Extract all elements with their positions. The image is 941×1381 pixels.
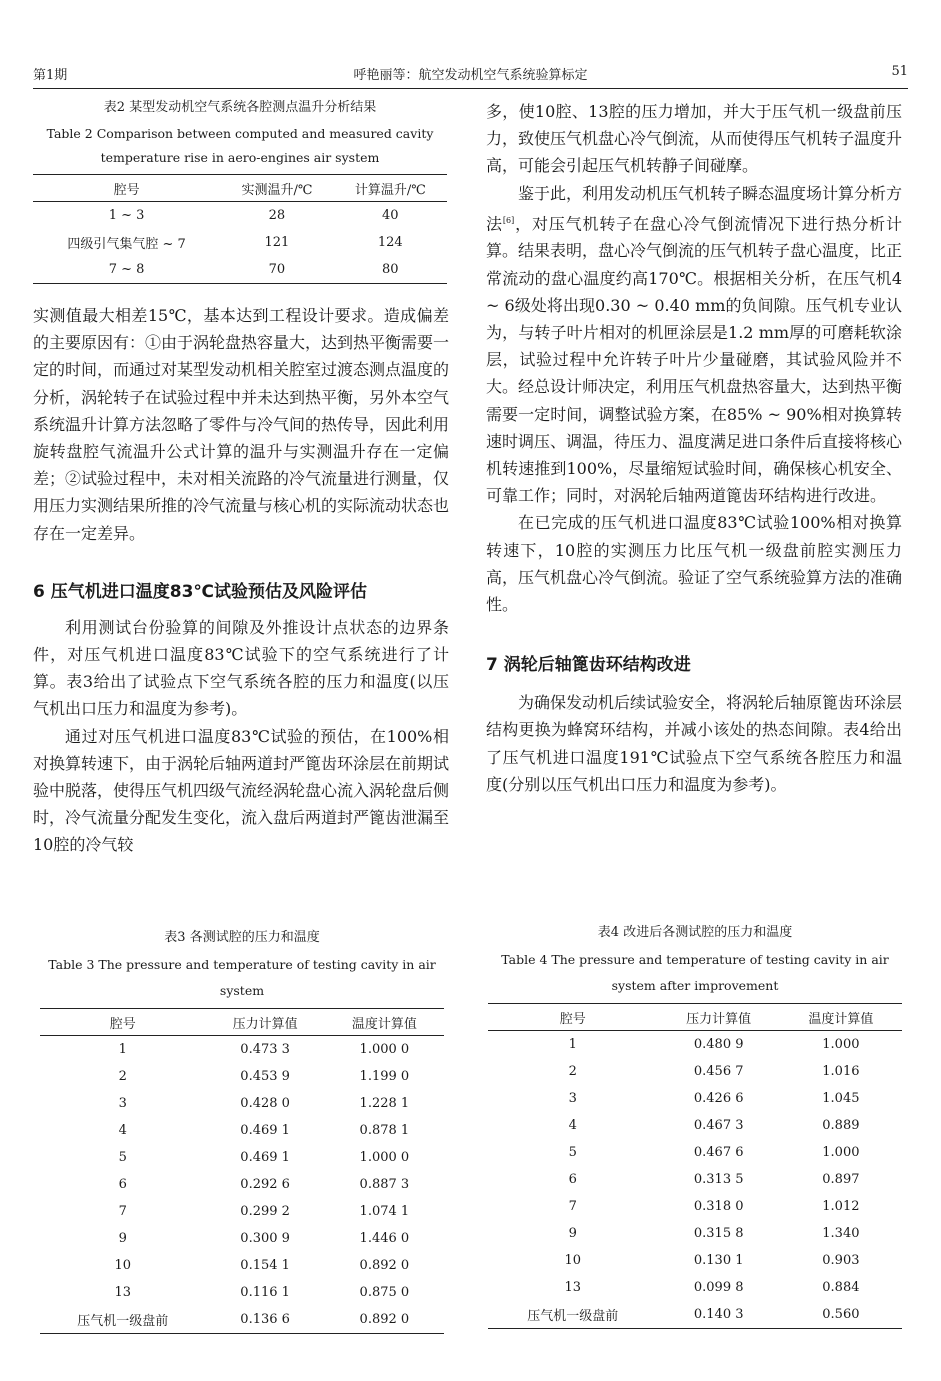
table-row <box>488 1058 902 1085</box>
table-cell: 9 <box>568 1226 577 1241</box>
table-cell: 0.469 1 <box>240 1123 290 1138</box>
table-row <box>488 1220 902 1247</box>
table-row <box>40 1198 444 1225</box>
table-2-caption-en-1: Table 2 Comparison between computed and measured cavity <box>46 126 434 141</box>
table-row <box>488 1166 902 1193</box>
table-2-header: 腔号 <box>33 175 220 202</box>
left-column <box>33 302 449 859</box>
table-2-caption-cn: 表2 某型发动机空气系统各腔测点温升分析结果 <box>103 100 377 115</box>
table-cell: 1.074 1 <box>359 1204 410 1219</box>
table-cell: 0.467 6 <box>693 1145 744 1160</box>
table-cell: 0.315 8 <box>693 1226 744 1241</box>
section-6-heading: 6 压气机进口温度83℃试验预估及风险评估 <box>33 581 367 602</box>
table-row <box>488 1139 902 1166</box>
table-cell: 0.099 8 <box>693 1280 744 1295</box>
table-3-caption-en-2: system <box>219 983 265 998</box>
table-cell: 0.887 3 <box>359 1177 410 1192</box>
right-column <box>486 98 902 798</box>
table-cell: 7 <box>118 1204 127 1219</box>
left-paragraph-1: 实测值最大相差15℃，基本达到工程设计要求。造成偏差的主要原因有：①由于涡轮盘热容量大，达到热平衡需要一定的时间，而通过对某型发动机相关腔室过渡态测点温度的分析，涡轮转子在试验过程中并未达到热平衡，另外本空气系统温升计算方法忽略了零件与冷气间的热传导，因此利用旋转盘腔气流温升公式计算的温升与实测温升存在一定偏差；②试验过程中，未对相关流路的冷气流量进行测量，仅用压力实测结果所推的冷气流量与核心机的实际流动状态也存在一定差异。 <box>33 306 450 543</box>
table-cell: 6 <box>568 1172 577 1187</box>
table-cell: 0.292 6 <box>240 1177 290 1192</box>
table-3-caption-cn: 表3 各测试腔的压力和温度 <box>164 930 320 945</box>
table-cell: 1.228 1 <box>359 1096 410 1111</box>
table-cell: 压气机一级盘前 <box>488 1301 658 1329</box>
issue-number: 第1期 <box>33 68 68 83</box>
table-cell: 4 <box>568 1118 577 1133</box>
table-cell: 0.318 0 <box>693 1199 744 1214</box>
table-cell: 1.000 <box>822 1145 860 1160</box>
table-4-caption-en-2: system after improvement <box>611 978 779 993</box>
table-cell: 0.875 0 <box>359 1285 410 1300</box>
table-row <box>40 1036 444 1064</box>
page-number: 51 <box>891 64 908 79</box>
table-cell: 0.889 <box>822 1118 860 1133</box>
table-cell: 0.136 6 <box>206 1306 325 1334</box>
table-4-header: 腔号 <box>488 1004 658 1031</box>
right-paragraph-2-rest: ，对压气机转子在盘心冷气倒流情况下进行热分析计算。结果表明，盘心冷气倒流的压气机转子盘心温度，比正常流动的盘心温度约高170℃。根据相关分析，在压气机4 ~ 6级处将出现0.30 ~ 0.40 mm的负间隙。压气机专业认为，与转子叶片相对的机匣涂层是1.2 mm厚的可磨耗软涂层，试验过程中允许转子叶片少量碰磨，其试验风险并不大。经总设计师决定，利用压气机盘热容量大，达到热平衡需要一定时间，调整试验方案，在85% ~ 90%相对换算转速时调压、调温，待压力、温度满足进口条件后直接将核心机转速推到100%，尽量缩短试验时间，确保核心机安全、可靠工作；同时，对涡轮后轴两道篦齿环结构进行改进。 <box>486 214 903 506</box>
table-2 <box>33 174 447 284</box>
table-cell: 80 <box>334 256 447 284</box>
table-cell: 0.560 <box>780 1301 902 1329</box>
table-cell: 40 <box>382 208 399 223</box>
table-row <box>488 1274 902 1301</box>
table-4-caption-en-1: Table 4 The pressure and temperature of testing cavity in air <box>501 952 889 967</box>
table-cell: 0.426 6 <box>693 1091 744 1106</box>
table-cell: 2 <box>118 1069 127 1084</box>
table-4-caption-cn: 表4 改进后各测试腔的压力和温度 <box>597 925 793 940</box>
table-cell: 13 <box>114 1285 132 1300</box>
table-cell: 5 <box>568 1145 577 1160</box>
table-cell: 13 <box>564 1280 582 1295</box>
table-cell: 0.892 0 <box>359 1258 410 1273</box>
table-cell: 0.140 3 <box>658 1301 780 1329</box>
table-cell: 0.878 1 <box>359 1123 410 1138</box>
table-row <box>40 1252 444 1279</box>
table-cell: 1.000 0 <box>359 1042 410 1057</box>
table-cell: 压气机一级盘前 <box>40 1306 206 1334</box>
table-cell: 0.428 0 <box>240 1096 290 1111</box>
table-3-caption-en-1: Table 3 The pressure and temperature of testing cavity in air <box>48 957 436 972</box>
table-cell: 10 <box>114 1258 132 1273</box>
table-row <box>33 229 447 256</box>
table-cell: 7 ~ 8 <box>33 256 220 284</box>
table-cell: 9 <box>118 1231 127 1246</box>
table-cell: 0.313 5 <box>693 1172 744 1187</box>
table-3-block <box>40 928 444 1334</box>
table-row <box>40 1306 444 1334</box>
table-row <box>33 202 447 230</box>
table-cell: 6 <box>118 1177 127 1192</box>
table-cell: 0.469 1 <box>240 1150 290 1165</box>
table-row <box>488 1193 902 1220</box>
table-cell: 1 ~ 3 <box>108 208 145 223</box>
right-paragraph-4: 为确保发动机后续试验安全，将涡轮后轴原篦齿环涂层结构更换为蜂窝环结构，并减小该处的热态间隙。表4给出了压气机进口温度191℃试验点下空气系统各腔压力和温度(分别以压气机出口压力和温度为参考)。 <box>486 693 903 794</box>
table-2-block <box>33 98 447 284</box>
table-row <box>488 1247 902 1274</box>
table-2-caption-en-2: temperature rise in aero-engines air system <box>100 150 380 165</box>
table-cell: 四级引气集气腔 ~ 7 <box>67 237 186 252</box>
table-cell: 70 <box>220 256 333 284</box>
table-cell: 10 <box>564 1253 582 1268</box>
table-cell: 0.892 0 <box>325 1306 444 1334</box>
table-2-header: 计算温升/℃ <box>334 175 447 202</box>
table-cell: 124 <box>377 235 403 250</box>
table-cell: 0.154 1 <box>240 1258 290 1273</box>
table-cell: 1.016 <box>822 1064 860 1079</box>
table-cell: 1.000 <box>822 1037 860 1052</box>
table-row <box>40 1117 444 1144</box>
table-cell: 1 <box>568 1037 577 1052</box>
header-rule <box>33 88 908 89</box>
table-cell: 0.456 7 <box>693 1064 744 1079</box>
table-row <box>40 1225 444 1252</box>
table-row <box>40 1171 444 1198</box>
table-row <box>40 1090 444 1117</box>
table-cell: 1 <box>118 1042 127 1057</box>
right-paragraph-2-start: 鉴于此，利用发动机压气机转子瞬态温度场计算分析方法 <box>486 183 903 234</box>
table-cell: 0.299 2 <box>240 1204 290 1219</box>
table-cell: 0.473 3 <box>240 1042 290 1057</box>
running-header <box>33 60 908 90</box>
left-paragraph-2: 利用测试台份验算的间隙及外推设计点状态的边界条件，对压气机进口温度83℃试验下的空气系统进行了计算。表3给出了试验点下空气系统各腔的压力和温度(以压气机出口压力和温度为参考)。 <box>33 617 449 719</box>
table-cell: 1.012 <box>822 1199 860 1214</box>
table-cell: 1.000 0 <box>359 1150 410 1165</box>
citation-ref: [6] <box>502 215 515 225</box>
table-cell: 1.340 <box>822 1226 860 1241</box>
left-paragraph-3: 通过对压气机进口温度83℃试验的预估，在100%相对换算转速下，由于涡轮后轴两道封严篦齿环涂层在前期试验中脱落，使得压气机四级气流经涡轮盘心流入涡轮盘后侧时，冷气流量分配发生变化，流入盘后两道封严篦齿泄漏至10腔的冷气较 <box>33 726 450 855</box>
table-cell: 0.300 9 <box>240 1231 290 1246</box>
table-4-header: 温度计算值 <box>780 1004 902 1031</box>
table-cell: 0.903 <box>822 1253 860 1268</box>
table-4 <box>488 1003 902 1329</box>
right-paragraph-2 <box>486 180 902 510</box>
table-4-header: 压力计算值 <box>658 1004 780 1031</box>
table-3-header: 压力计算值 <box>206 1009 325 1036</box>
table-cell: 3 <box>568 1091 577 1106</box>
table-row <box>488 1085 902 1112</box>
table-row <box>488 1031 902 1059</box>
table-3-header: 温度计算值 <box>325 1009 444 1036</box>
table-cell: 2 <box>568 1064 577 1079</box>
table-cell: 0.467 3 <box>693 1118 744 1133</box>
table-3-header: 腔号 <box>40 1009 206 1036</box>
section-7-heading: 7 涡轮后轴篦齿环结构改进 <box>486 655 691 676</box>
table-cell: 0.884 <box>822 1280 860 1295</box>
table-cell: 4 <box>118 1123 127 1138</box>
table-4-block <box>488 923 902 1329</box>
table-cell: 7 <box>568 1199 577 1214</box>
right-paragraph-3: 在已完成的压气机进口温度83℃试验100%相对换算转速下，10腔的实测压力比压气机一级盘前腔实测压力高，压气机盘心冷气倒流。验证了空气系统验算方法的准确性。 <box>486 513 903 614</box>
table-row <box>33 256 447 284</box>
table-row <box>488 1301 902 1329</box>
table-row <box>40 1063 444 1090</box>
table-row <box>40 1144 444 1171</box>
table-cell: 0.453 9 <box>240 1069 290 1084</box>
table-cell: 0.130 1 <box>693 1253 744 1268</box>
table-cell: 0.897 <box>822 1172 860 1187</box>
table-cell: 0.480 9 <box>693 1037 744 1052</box>
table-cell: 3 <box>118 1096 127 1111</box>
table-cell: 28 <box>268 208 286 223</box>
table-cell: 5 <box>118 1150 127 1165</box>
table-row <box>488 1112 902 1139</box>
table-cell: 1.045 <box>822 1091 860 1106</box>
table-cell: 121 <box>264 235 290 250</box>
running-title: 呼艳丽等：航空发动机空气系统验算标定 <box>353 68 588 83</box>
table-2-header: 实测温升/℃ <box>220 175 333 202</box>
table-row <box>40 1279 444 1306</box>
table-cell: 0.116 1 <box>240 1285 290 1300</box>
table-cell: 1.446 0 <box>359 1231 410 1246</box>
table-3 <box>40 1008 444 1334</box>
right-paragraph-1: 多，使10腔、13腔的压力增加，并大于压气机一级盘前压力，致使压气机盘心冷气倒流，从而使得压气机转子温度升高，可能会引起压气机转静子间碰摩。 <box>486 102 903 176</box>
table-cell: 1.199 0 <box>359 1069 410 1084</box>
